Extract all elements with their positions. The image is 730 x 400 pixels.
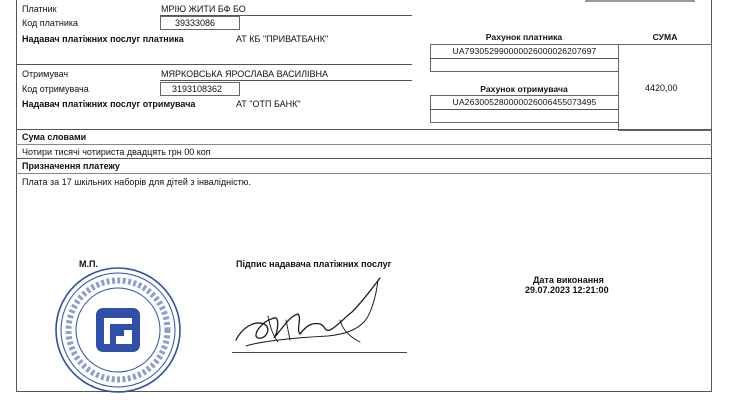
purpose-value: Плата за 17 шкільних наборів для дітей з інвалідністю. xyxy=(22,177,252,187)
sum-words-value: Чотири тисячі чотириста двадцять грн 00 коп xyxy=(22,147,211,157)
payer-name: МРІЮ ЖИТИ БФ БО xyxy=(161,4,246,14)
recipient-name-underline xyxy=(160,80,412,81)
payer-bank: АТ КБ "ПРИВАТБАНК" xyxy=(236,34,329,44)
bank-stamp-seal xyxy=(52,264,184,396)
recipient-account-divider xyxy=(430,109,619,110)
payer-code: 39333086 xyxy=(175,18,216,28)
recipient-label: Отримувач xyxy=(22,69,69,79)
recipient-name: МЯРКОВСЬКА ЯРОСЛАВА ВАСИЛІВНА xyxy=(161,69,329,79)
recipient-code-label: Код отримувача xyxy=(22,84,89,94)
payer-bank-label: Надавач платіжних послуг платника xyxy=(22,34,184,44)
purpose-label-divider xyxy=(16,173,712,174)
signature-label: Підпис надавача платіжних послуг xyxy=(236,259,392,269)
amount-value: 4420,00 xyxy=(645,83,678,93)
recipient-bank: АТ "ОТП БАНК" xyxy=(236,99,301,109)
payer-code-label: Код платника xyxy=(22,18,78,28)
top-header-remnant xyxy=(585,0,695,2)
sum-words-label: Сума словами xyxy=(22,132,87,142)
execution-datetime: 29.07.2023 12:21:00 xyxy=(525,285,609,295)
payer-label: Платник xyxy=(22,4,57,14)
recipient-account-header: Рахунок отримувача xyxy=(480,84,568,94)
execution-date-label: Дата виконання xyxy=(533,275,604,285)
signature-image xyxy=(228,268,408,358)
stamp-label: М.П. xyxy=(79,259,98,269)
sum-words-label-divider xyxy=(16,144,712,145)
recipient-bank-label: Надавач платіжних послуг отримувача xyxy=(22,99,196,109)
sum-words-bottom-divider xyxy=(16,158,712,159)
payer-account-number: UA793052990000026000026207697 xyxy=(452,46,597,56)
recipient-account-number: UA263005280000026006455073495 xyxy=(452,97,597,107)
payer-account-divider xyxy=(430,58,619,59)
recipient-code: 3193108362 xyxy=(172,84,223,94)
amount-header: СУМА xyxy=(652,32,678,42)
sum-words-top-divider xyxy=(16,129,712,130)
frame-left-border xyxy=(16,0,17,392)
purpose-label: Призначення платежу xyxy=(22,161,120,171)
payer-account-header: Рахунок платника xyxy=(485,32,563,42)
payer-recipient-divider xyxy=(16,64,412,65)
